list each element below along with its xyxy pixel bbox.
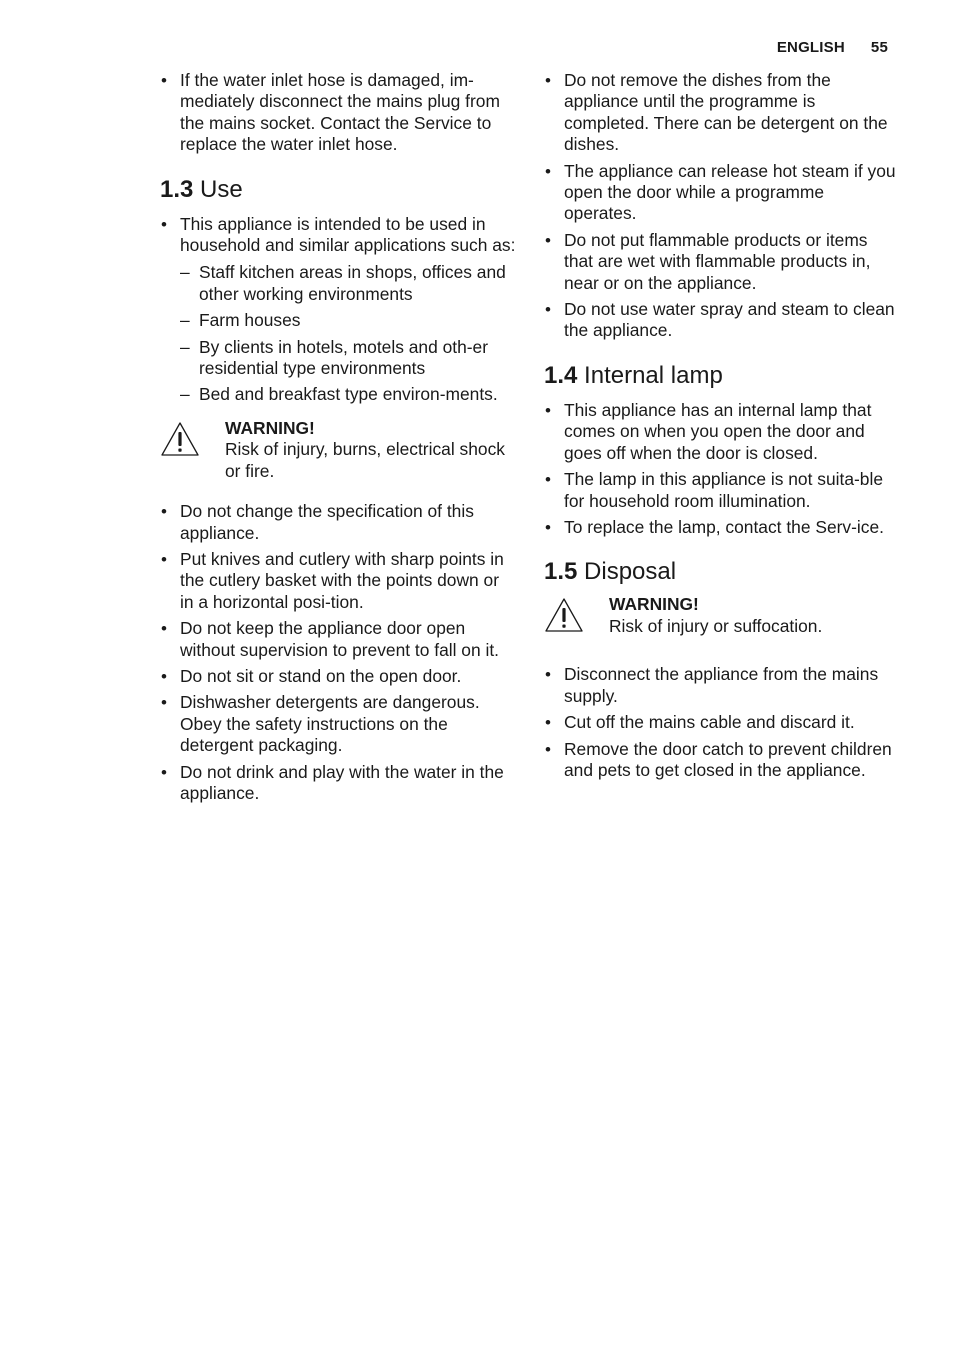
list-item: • Disconnect the appliance from the mains supply. xyxy=(545,664,879,706)
warning-text: Risk of injury, burns, electrical shock or fire. xyxy=(225,439,505,481)
bullet-icon: • xyxy=(161,666,167,686)
list-item: • Do not use water spray and steam to clean the appliance. xyxy=(545,299,895,341)
bullet-icon: • xyxy=(161,549,167,569)
dash-icon: – xyxy=(180,310,190,331)
list-item: • If the water inlet hose is damaged, im-mediately disconnect the mains plug from the mains socket. Contact the Service to replace the water inlet hose. xyxy=(161,70,500,155)
sub-list-item: – Farm houses xyxy=(180,310,301,331)
right-column xyxy=(544,70,900,786)
left-intro-list xyxy=(160,70,516,156)
list-item: • Do not remove the dishes from the appliance until the programme is completed. There can be detergent on the dishes. xyxy=(545,70,888,155)
bullet-icon: • xyxy=(545,230,551,250)
section-title: Internal lamp xyxy=(584,361,723,389)
bullet-icon: • xyxy=(545,713,551,733)
warning-triangle-icon xyxy=(544,597,584,633)
dash-icon: – xyxy=(180,262,190,283)
list-item: • Remove the door catch to prevent children and pets to get closed in the appliance. xyxy=(545,738,892,780)
left-column xyxy=(160,70,516,809)
dash-icon: – xyxy=(180,384,190,405)
list-item: • To replace the lamp, contact the Serv-ice. xyxy=(545,516,884,537)
disposal-list xyxy=(544,664,900,781)
sub-list-item: – Bed and breakfast type environ-ments. xyxy=(180,384,498,405)
list-item: • The appliance can release hot steam if you open the door while a programme operates. xyxy=(545,160,896,224)
section-heading-use xyxy=(160,176,516,204)
section-number: 1.4 xyxy=(544,361,578,389)
bullet-icon: • xyxy=(545,71,551,90)
use-intro-list xyxy=(160,214,516,406)
list-item: • This appliance has an internal lamp that comes on when you open the door and goes off when the door is closed. xyxy=(545,399,872,463)
list-item: • The lamp in this appliance is not suita-ble for household room illumination. xyxy=(545,469,884,511)
use-safety-list xyxy=(160,501,516,804)
bullet-icon: • xyxy=(161,693,167,713)
section-number: 1.3 xyxy=(160,175,194,203)
bullet-icon: • xyxy=(161,762,167,782)
warning-text: Risk of injury or suffocation. xyxy=(609,615,823,636)
warning-title: WARNING! xyxy=(225,417,315,438)
section-title: Use xyxy=(200,175,243,203)
list-item: • Do not put flammable products or items that are wet with flammable products in, near or on the appliance. xyxy=(545,229,871,293)
list-item: • Put knives and cutlery with sharp points in the cutlery basket with the points down or in a horizontal posi-tion. xyxy=(161,548,504,612)
warning-title: WARNING! xyxy=(609,594,699,615)
list-item: • Do not sit or stand on the open door. xyxy=(161,665,462,686)
page-header xyxy=(777,39,888,56)
bullet-icon: • xyxy=(545,470,551,490)
warning-box xyxy=(160,418,516,482)
bullet-icon: • xyxy=(545,665,551,685)
bullet-icon: • xyxy=(545,517,551,537)
list-item: • Cut off the mains cable and discard it. xyxy=(545,712,855,733)
list-item: • This appliance is intended to be used in household and similar applications such as: – Staff kitchen areas in shops, offices and other working environments – Farm houses – By clients in hotels, motels and oth-er residential type environments – Bed and breakfast type environ-ments. xyxy=(161,213,516,405)
sub-list-item: – By clients in hotels, motels and oth-er residential type environments xyxy=(180,336,489,379)
list-item: • Do not drink and play with the water in the appliance. xyxy=(161,761,504,803)
bullet-icon: • xyxy=(545,300,551,320)
header-language: ENGLISH xyxy=(776,39,845,56)
page-number: 55 xyxy=(870,39,888,56)
use-sub-list xyxy=(180,262,516,405)
list-item: • Do not change the specification of this appliance. xyxy=(161,501,474,543)
section-heading-disposal xyxy=(544,558,900,586)
dash-icon: – xyxy=(180,336,190,357)
warning-box xyxy=(544,594,900,654)
section-heading-internal-lamp xyxy=(544,362,900,390)
bullet-icon: • xyxy=(545,739,551,759)
bullet-icon: • xyxy=(161,214,167,234)
bullet-icon: • xyxy=(161,71,167,90)
list-item: • Dishwasher detergents are dangerous. Obey the safety instructions on the detergent packaging. xyxy=(161,692,480,756)
section-title: Disposal xyxy=(584,558,677,586)
lamp-list xyxy=(544,400,900,538)
list-item: • Do not keep the appliance door open without supervision to prevent to fall on it. xyxy=(161,618,500,660)
bullet-icon: • xyxy=(161,502,167,522)
bullet-icon: • xyxy=(545,161,551,181)
bullet-icon: • xyxy=(545,400,551,420)
sub-list-item: – Staff kitchen areas in shops, offices and other working environments xyxy=(180,262,506,304)
section-number: 1.5 xyxy=(544,558,578,586)
right-intro-list xyxy=(544,70,900,342)
warning-triangle-icon xyxy=(160,421,200,457)
bullet-icon: • xyxy=(161,619,167,639)
